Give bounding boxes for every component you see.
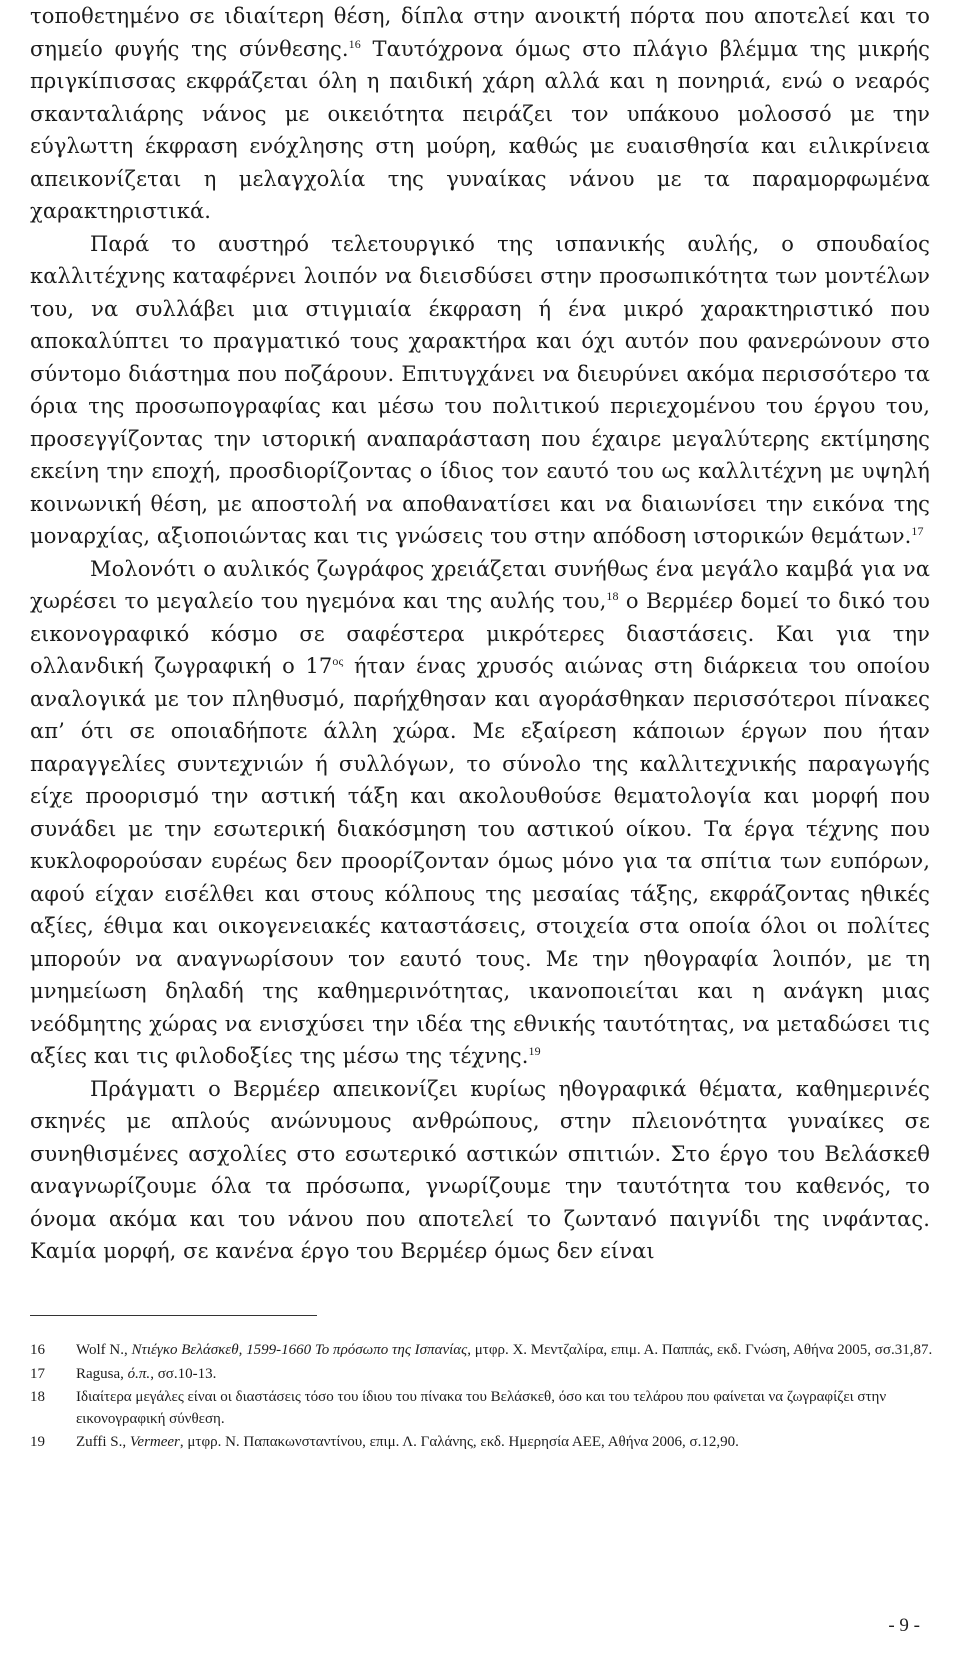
text-run: ήταν ένας χρυσός αιώνας στη διάρκεια του οποίου αναλογικά με τον πληθυσμό, παρήχθησαν και αγοράσθηκαν περισσότεροι πίνακες απ’ ότι σε οποιαδήποτε άλλη χώρα. Με εξαίρεση κάποιων έργων που ήταν παραγγελίες συντεχνιών ή συλλόγων, το σύνολο της καλλιτεχνικής παραγωγής είχε προορισμό την αστική τάξη και ακολουθούσε θεματολογία και μορφή που συνάδει με την εσωτερική διακόσμηση του αστικού οίκου. Τα έργα τέχνης που κυκλοφορούσαν ευρέως δεν προορίζονταν όμως μόνο για τα σπίτια των ευπόρων, αφού είχαν εισέλθει και στους κόλπους της μεσαίας τάξης, εκφράζοντας ηθικές αξίες, έθιμα και οικογενειακές καταστάσεις, στοιχεία στα οποία όλοι οι πολίτες μπορούν να αναγνωρίσουν τον εαυτό τους. Με την ηθογραφία λοιπόν, με τη μνημείωση δηλαδή της καθημερινότητας, ικανοποιείται και η ανάγκη μιας νεόδμητης χώρας να ενισχύσει την ιδέα της εθνικής ταυτότητας, να μεταδώσει τις αξίες και τις φιλοδοξίες της μέσω της τέχνης. — [30, 654, 930, 1068]
footnote-text: , μτφρ. Χ. Μεντζαλίρα, επιμ. Α. Παππάς, εκδ. Γνώση, Αθήνα 2005, σσ.31,87. — [467, 1342, 933, 1358]
paragraph — [30, 1073, 930, 1268]
footnote-number: 17 — [30, 1365, 45, 1382]
footnote — [30, 1340, 945, 1362]
footnote-ref[interactable]: 16 — [348, 36, 361, 51]
paragraph — [30, 0, 930, 228]
text-run: Παρά το αυστηρό τελετουργικό της ισπανικής αυλής, ο σπουδαίος καλλιτέχνης καταφέρνει λοιπόν να διεισδύσει στην προσωπικότητα των μοντέλων του, να συλλάβει μια στιγμιαία έκφραση ή ένα μικρό χαρακτηριστικό που αποκαλύπτει το πραγματικό τους χαρακτήρα και όχι αυτόν που φανερώνουν στο σύντομο διάστημα που ποζάρουν. Επιτυγχάνει να διευρύνει ακόμα περισσότερο τα όρια της προσωπογραφίας και μέσω του πολιτικού περιεχομένου του έργου του, προσεγγίζοντας την ιστορική αναπαράσταση που έχαιρε μεγαλύτερης εκτίμησης εκείνη την εποχή, προσδιορίζοντας ο ίδιος τον εαυτό του ως καλλιτέχνη με υψηλή κοινωνική θέση, με αποστολή να αποθανατίσει και να διαιωνίσει την εικόνα της μοναρχίας, αξιοποιώντας και τις γνώσεις του στην απόδοση ιστορικών θεμάτων. — [30, 231, 930, 548]
footnote-number: 19 — [30, 1434, 45, 1450]
footnote-text: , σσ.10-13. — [150, 1365, 217, 1382]
footnote-text: Zuffi S., — [76, 1434, 130, 1450]
footnote-text: Ragusa, — [76, 1365, 128, 1382]
footnote-ref[interactable]: 18 — [606, 589, 619, 603]
footnote-title: Ντιέγκο Βελάσκεθ, 1599-1660 Το πρόσωπο της Ισπανίας — [131, 1342, 468, 1358]
footnote-text: Wolf N., — [76, 1342, 132, 1358]
paragraph — [30, 228, 930, 553]
body-text — [30, 0, 930, 1268]
text-run: ο Βερμέερ δομεί το δικό του εικονογραφικό κόσμο σε σαφέστερα μικρότερες διαστάσεις. Και για την ολλανδική ζωγραφική ο 17 — [30, 589, 930, 678]
footnote — [30, 1364, 945, 1386]
footnote-title: ό.π. — [127, 1365, 151, 1382]
footnote-ref[interactable]: 19 — [528, 1044, 541, 1058]
ordinal-superscript: ος — [332, 654, 344, 668]
footnote — [30, 1387, 945, 1430]
footnote-number: 16 — [30, 1342, 45, 1358]
footnote-text: , μτφρ. Ν. Παπακωνσταντίνου, επιμ. Λ. Γαλάνης, εκδ. Ημερησία ΑΕΕ, Αθήνα 2006, σ.12,90. — [179, 1434, 739, 1450]
footnote-title: Vermeer — [129, 1434, 180, 1450]
text-run: Ταυτόχρονα όμως στο πλάγιο βλέμμα της μικρής πριγκίπισσας εκφράζεται όλη η παιδική χάρη αλλά και η πονηριά, ενώ ο νεαρός σκανταλιάρης νάνος με οικειότητα πειράζει τον υπάκουο μολοσσό με την εύγλωττη έκφραση ενόχλησης στη μούρη, καθώς με ευαισθησία και ειλικρίνεια απεικονίζεται η μελαγχολία της γυναίκας νάνου με τα παραμορφωμένα χαρακτηριστικά. — [30, 36, 931, 223]
footnote-ref[interactable]: 17 — [911, 524, 924, 538]
footnote-separator — [30, 1315, 317, 1316]
footnotes — [30, 1340, 945, 1456]
footnote-number: 18 — [30, 1389, 45, 1405]
page-number: - 9 - — [888, 1615, 920, 1636]
paragraph — [30, 553, 930, 1073]
footnote — [30, 1432, 945, 1454]
text-run: Πράγματι ο Βερμέερ απεικονίζει κυρίως ηθογραφικά θέματα, καθημερινές σκηνές με απλούς ανώνυμους ανθρώπους, στην πλειονότητα γυναίκες σε συνηθισμένες ασχολίες στο εσωτερικό αστικών σπιτιών. Στο έργο του Βελάσκεθ αναγνωρίζουμε όλα τα πρόσωπα, γνωρίζουμε την ταυτότητα του καθενός, το όνομα ακόμα και του νάνου που αποτελεί το ζωντανό παιγνίδι της ινφάντας. Καμία μορφή, σε κανένα έργο του Βερμέερ όμως δεν είναι — [30, 1076, 930, 1263]
footnote-text: Ιδιαίτερα μεγάλες είναι οι διαστάσεις τόσο του ίδιου του πίνακα του Βελάσκεθ, όσο και του τελάρου που φαίνεται να ζωγραφίζει στην εικονογραφική σύνθεση. — [76, 1389, 887, 1427]
text-run: τοποθετημένο σε ιδιαίτερη θέση, δίπλα στην ανοικτή πόρτα που αποτελεί και το σημείο φυγής της σύνθεσης. — [30, 4, 930, 61]
text-run: Μολονότι ο αυλικός ζωγράφος χρειάζεται συνήθως ένα μεγάλο καμβά για να χωρέσει το μεγαλείο του ηγεμόνα και της αυλής του, — [30, 556, 930, 613]
